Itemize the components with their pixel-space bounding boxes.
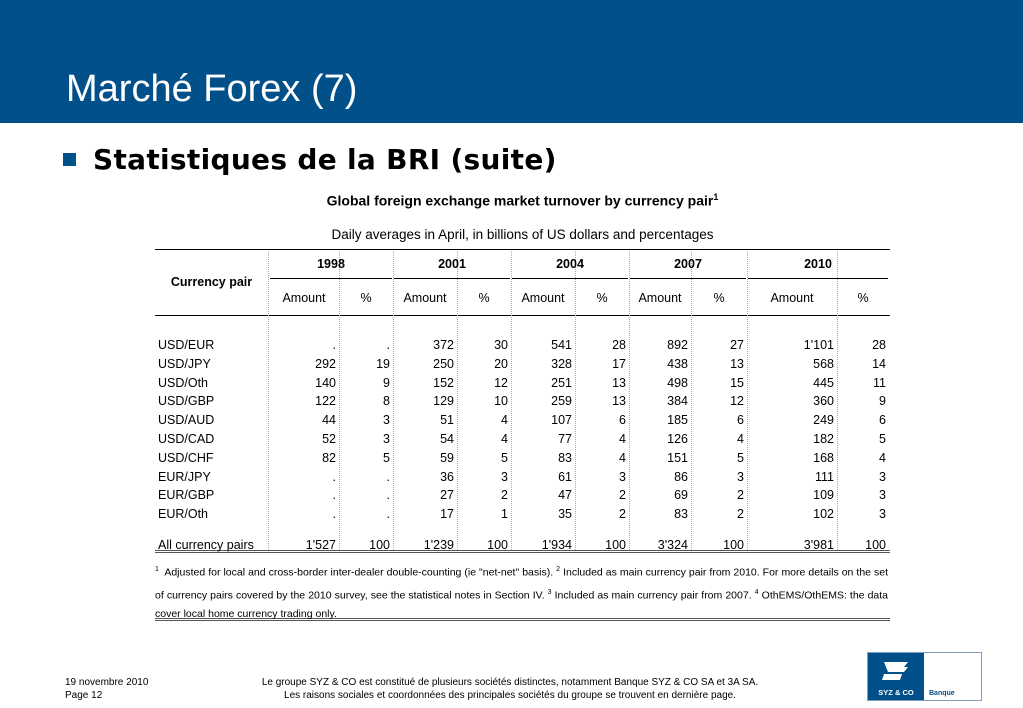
table-cell: 384 bbox=[667, 394, 688, 408]
table-cell: 4 bbox=[619, 451, 626, 465]
table-cell: . bbox=[386, 470, 390, 484]
table-cell: . bbox=[386, 488, 390, 502]
logo-label-panel bbox=[925, 653, 981, 700]
table-cell: 152 bbox=[433, 376, 454, 390]
table-title-footnote-mark: 1 bbox=[713, 192, 719, 202]
table-cell: 5 bbox=[383, 451, 390, 465]
table-cell: 27 bbox=[440, 488, 454, 502]
table-cell: . bbox=[332, 470, 336, 484]
table-cell: 47 bbox=[558, 488, 572, 502]
section-heading bbox=[63, 141, 557, 177]
table-cell: 3 bbox=[383, 432, 390, 446]
currency-pair-label: EUR/Oth bbox=[158, 507, 209, 521]
table-cell: 51 bbox=[440, 413, 454, 427]
row-header: Currency pair bbox=[170, 275, 253, 289]
footnote-text: Included as main currency pair from 2010. For more details on the set of currency pairs covered by the 2010 survey, see the statistical notes in Section IV. bbox=[155, 566, 889, 601]
table-cell: 28 bbox=[612, 338, 626, 352]
table-cell: 445 bbox=[813, 376, 834, 390]
column-subheader: % bbox=[713, 291, 725, 305]
table-cell: 107 bbox=[551, 413, 572, 427]
table-cell: 13 bbox=[612, 394, 626, 408]
year-header: 2007 bbox=[674, 257, 702, 271]
table-cell: 111 bbox=[814, 470, 834, 484]
table-footnotes bbox=[155, 560, 888, 624]
footer-page-number: Page 12 bbox=[65, 690, 103, 701]
total-cell: 100 bbox=[605, 538, 626, 552]
year-underline bbox=[270, 278, 392, 279]
table-cell: 12 bbox=[730, 394, 744, 408]
table-cell: 2 bbox=[737, 507, 744, 521]
table-cell: 3 bbox=[619, 470, 626, 484]
table-cell: 52 bbox=[322, 432, 336, 446]
table-cell: 83 bbox=[674, 507, 688, 521]
year-header: 2004 bbox=[556, 257, 584, 271]
table-cell: 3 bbox=[879, 507, 886, 521]
table-cell: 4 bbox=[879, 451, 886, 465]
total-cell: 1'934 bbox=[541, 538, 572, 552]
table-cell: 13 bbox=[612, 376, 626, 390]
table-cell: 28 bbox=[872, 338, 886, 352]
table-subtitle: Daily averages in April, in billions of US dollars and percentages bbox=[331, 227, 714, 242]
table-cell: 9 bbox=[383, 376, 390, 390]
table-cell: 8 bbox=[383, 394, 390, 408]
table-cell: 61 bbox=[558, 470, 572, 484]
currency-pair-label: EUR/JPY bbox=[158, 470, 211, 484]
total-row-label: All currency pairs bbox=[158, 538, 254, 552]
table-cell: 83 bbox=[558, 451, 572, 465]
table-cell: 372 bbox=[433, 338, 454, 352]
column-subheader: Amount bbox=[521, 291, 565, 305]
table-cell: 17 bbox=[612, 357, 626, 371]
table-cell: 59 bbox=[440, 451, 454, 465]
table-cell: 44 bbox=[322, 413, 336, 427]
column-subheader: Amount bbox=[403, 291, 447, 305]
table-cell: 3 bbox=[383, 413, 390, 427]
table-cell: 12 bbox=[494, 376, 508, 390]
column-subheader: Amount bbox=[282, 291, 326, 305]
table-cell: 438 bbox=[667, 357, 688, 371]
table-cell: 3 bbox=[879, 470, 886, 484]
total-cell: 1'239 bbox=[423, 538, 454, 552]
currency-pair-label: EUR/GBP bbox=[158, 488, 215, 502]
table-cell: 185 bbox=[667, 413, 688, 427]
table-cell: 182 bbox=[813, 432, 834, 446]
year-underline bbox=[630, 278, 746, 279]
table-cell: 6 bbox=[879, 413, 886, 427]
table-cell: 36 bbox=[440, 470, 454, 484]
footnote-text: OthEMS/OthEMS: the data cover local home currency trading only. bbox=[155, 589, 889, 620]
table-cell: 35 bbox=[558, 507, 572, 521]
table-cell: 3 bbox=[879, 488, 886, 502]
bullet-square-icon bbox=[63, 153, 76, 166]
table-cell: 6 bbox=[619, 413, 626, 427]
table-cell: 360 bbox=[813, 394, 834, 408]
table-cell: 541 bbox=[551, 338, 572, 352]
total-cell: 1'527 bbox=[305, 538, 336, 552]
footnote-mark: 2 bbox=[556, 566, 561, 573]
table-cell: 14 bbox=[872, 357, 886, 371]
currency-pair-label: USD/EUR bbox=[158, 338, 215, 352]
table-cell: 19 bbox=[376, 357, 390, 371]
year-underline bbox=[512, 278, 628, 279]
syz-logo-icon bbox=[868, 653, 924, 689]
table-cell: . bbox=[386, 338, 390, 352]
table-cell: 9 bbox=[879, 394, 886, 408]
company-logo bbox=[867, 652, 982, 701]
total-cell: 3'981 bbox=[803, 538, 834, 552]
currency-pair-label: USD/CHF bbox=[158, 451, 214, 465]
header-bottom-rule bbox=[155, 315, 890, 316]
table-cell: 2 bbox=[619, 507, 626, 521]
table-cell: 129 bbox=[433, 394, 454, 408]
table-cell: 4 bbox=[619, 432, 626, 446]
table-cell: 4 bbox=[737, 432, 744, 446]
table-cell: 140 bbox=[315, 376, 336, 390]
currency-pair-label: USD/JPY bbox=[158, 357, 211, 371]
footnote-text: Adjusted for local and cross-border inter-dealer double-counting (ie "net-net" basis). bbox=[164, 566, 554, 579]
table-cell: 82 bbox=[322, 451, 336, 465]
year-underline bbox=[748, 278, 888, 279]
table-cell: . bbox=[386, 507, 390, 521]
table-cell: 17 bbox=[440, 507, 454, 521]
table-cell: 250 bbox=[433, 357, 454, 371]
table-cell: 109 bbox=[813, 488, 834, 502]
table-cell: 498 bbox=[667, 376, 688, 390]
table-cell: 20 bbox=[494, 357, 508, 371]
table-cell: 4 bbox=[501, 432, 508, 446]
table-cell: 10 bbox=[494, 394, 508, 408]
footnote-mark: 3 bbox=[547, 588, 552, 596]
column-subheader: % bbox=[596, 291, 608, 305]
footer-line: Les raisons sociales et coordonnées des principales sociétés du groupe se trouvent en dernière page. bbox=[284, 690, 736, 701]
table-cell: 5 bbox=[879, 432, 886, 446]
table-cell: 892 bbox=[667, 338, 688, 352]
total-cell: 100 bbox=[865, 538, 886, 552]
table-cell: 2 bbox=[737, 488, 744, 502]
logo-mark bbox=[868, 653, 924, 700]
footnote-text: Included as main currency pair from 2007. bbox=[554, 589, 752, 601]
footer-line: Le groupe SYZ & CO est constitué de plusieurs sociétés distinctes, notamment Banque SYZ & CO SA et 3A SA. bbox=[261, 677, 759, 688]
table-cell: 27 bbox=[730, 338, 744, 352]
table-cell: 126 bbox=[667, 432, 688, 446]
currency-pair-label: USD/AUD bbox=[158, 413, 215, 427]
table-cell: 151 bbox=[667, 451, 688, 465]
table-cell: 15 bbox=[730, 376, 744, 390]
footnote-mark: 4 bbox=[754, 588, 759, 596]
table-cell: 6 bbox=[737, 413, 744, 427]
currency-pair-label: USD/CAD bbox=[158, 432, 215, 446]
total-cell: 3'324 bbox=[657, 538, 688, 552]
table-top-rule bbox=[155, 249, 890, 250]
section-heading-text: Statistiques de la BRI (suite) bbox=[93, 142, 557, 176]
logo-name: SYZ & CO bbox=[878, 688, 914, 697]
table-cell: . bbox=[332, 338, 336, 352]
table-cell: 3 bbox=[737, 470, 744, 484]
table-cell: 251 bbox=[551, 376, 572, 390]
table-cell: 328 bbox=[551, 357, 572, 371]
total-cell: 100 bbox=[723, 538, 744, 552]
table-cell: 86 bbox=[674, 470, 688, 484]
year-header: 2010 bbox=[804, 257, 832, 271]
currency-pair-label: USD/GBP bbox=[158, 394, 215, 408]
table-cell: 5 bbox=[501, 451, 508, 465]
table-cell: 259 bbox=[551, 394, 572, 408]
table-cell: 2 bbox=[619, 488, 626, 502]
table-cell: 292 bbox=[315, 357, 336, 371]
table-cell: 77 bbox=[558, 432, 572, 446]
column-separator bbox=[268, 251, 269, 550]
table-cell: 2 bbox=[501, 488, 508, 502]
table-cell: 4 bbox=[501, 413, 508, 427]
column-subheader: Amount bbox=[638, 291, 682, 305]
footer-disclaimer bbox=[200, 676, 820, 702]
column-subheader: Amount bbox=[770, 291, 814, 305]
currency-pair-label: USD/Oth bbox=[158, 376, 209, 390]
table-cell: 11 bbox=[873, 376, 886, 390]
table-cell: 168 bbox=[813, 451, 834, 465]
year-header: 2001 bbox=[438, 257, 466, 271]
total-cell: 100 bbox=[369, 538, 390, 552]
table-cell: 54 bbox=[440, 432, 454, 446]
table-cell: 102 bbox=[813, 507, 834, 521]
table-cell: 69 bbox=[674, 488, 688, 502]
column-subheader: % bbox=[857, 291, 869, 305]
table-cell: . bbox=[332, 507, 336, 521]
footnote-mark: 1 bbox=[155, 566, 159, 573]
table-cell: 30 bbox=[494, 338, 508, 352]
footer-date: 19 novembre 2010 bbox=[65, 677, 149, 688]
page-title: Marché Forex (7) bbox=[66, 68, 358, 110]
footer-meta bbox=[65, 676, 148, 702]
table-cell: 3 bbox=[501, 470, 508, 484]
column-subheader: % bbox=[360, 291, 372, 305]
logo-label: Banque bbox=[929, 690, 955, 697]
total-cell: 100 bbox=[487, 538, 508, 552]
year-underline bbox=[394, 278, 510, 279]
title-bar bbox=[0, 0, 1023, 123]
column-subheader: % bbox=[478, 291, 490, 305]
table-cell: 249 bbox=[813, 413, 834, 427]
table-title bbox=[150, 192, 895, 209]
table-cell: 5 bbox=[737, 451, 744, 465]
year-header: 1998 bbox=[317, 257, 345, 271]
table-title-text: Global foreign exchange market turnover by currency pair bbox=[326, 192, 714, 209]
table-cell: 1'101 bbox=[803, 338, 834, 352]
table-cell: 13 bbox=[730, 357, 744, 371]
table-cell: 1 bbox=[501, 507, 508, 521]
table-cell: . bbox=[332, 488, 336, 502]
table-cell: 122 bbox=[315, 394, 336, 408]
table-cell: 568 bbox=[813, 357, 834, 371]
